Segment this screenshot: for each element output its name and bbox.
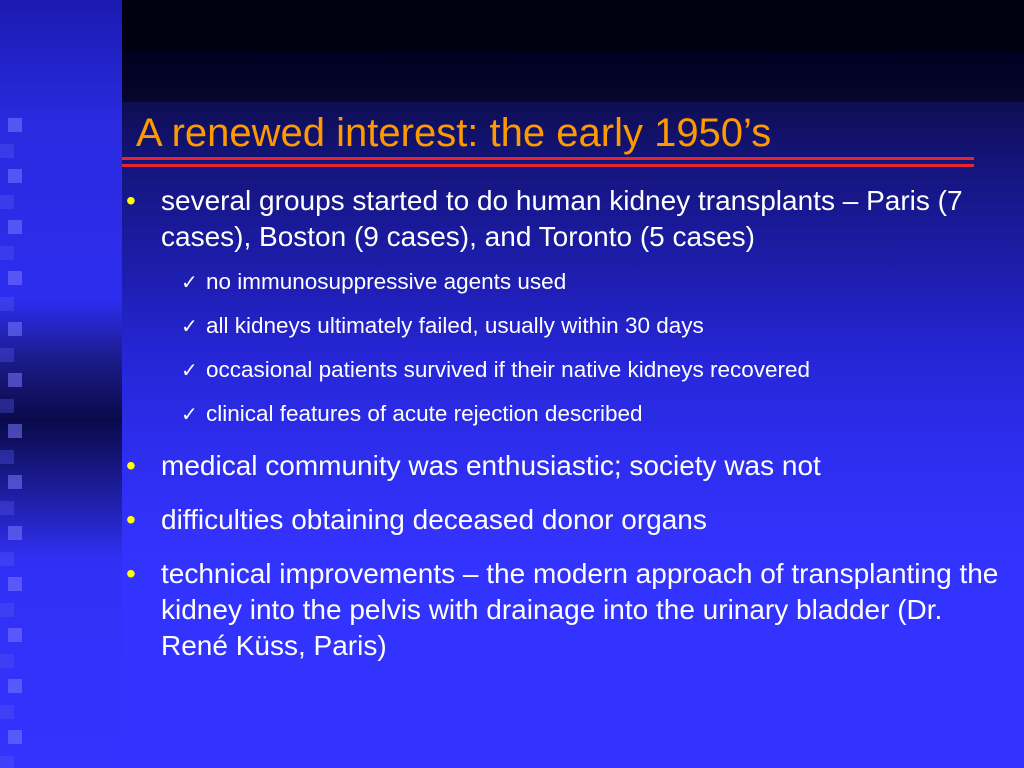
decorative-square xyxy=(8,373,22,387)
bullet-item xyxy=(124,448,1004,484)
bullet-text: difficulties obtaining deceased donor organs xyxy=(161,504,707,535)
decorative-square xyxy=(8,526,22,540)
bullet-item xyxy=(124,556,1004,664)
bullet-text: technical improvements – the modern approach of transplanting the kidney into the pelvis with drainage into the urinary bladder (Dr. René Küss, Paris) xyxy=(161,558,999,661)
title-rule-top xyxy=(122,157,974,160)
top-dark-band xyxy=(122,0,1024,52)
decorative-square xyxy=(8,322,22,336)
bullet-item xyxy=(124,502,1004,538)
decorative-square xyxy=(0,501,14,515)
decorative-square xyxy=(8,169,22,183)
left-square-strip xyxy=(0,0,32,768)
sub-bullet-text: all kidneys ultimately failed, usually within 30 days xyxy=(206,313,704,338)
bullet-list xyxy=(124,183,1004,664)
decorative-square xyxy=(0,756,14,768)
left-decorative-bar xyxy=(0,0,122,768)
bullet-dot: • xyxy=(126,185,136,216)
bullet-item xyxy=(124,183,1004,255)
slide-title: A renewed interest: the early 1950’s xyxy=(136,111,772,155)
bullet-dot: • xyxy=(126,558,136,589)
decorative-square xyxy=(0,195,14,209)
decorative-square xyxy=(0,297,14,311)
title-rule-bottom xyxy=(122,164,974,167)
sub-bullet-item xyxy=(124,267,1004,297)
decorative-square xyxy=(0,552,14,566)
checkmark-icon: ✓ xyxy=(181,358,198,382)
decorative-square xyxy=(8,118,22,132)
sub-bullet-text: occasional patients survived if their native kidneys recovered xyxy=(206,357,811,382)
bullet-text: medical community was enthusiastic; society was not xyxy=(161,450,821,481)
decorative-square xyxy=(0,399,14,413)
decorative-square xyxy=(8,424,22,438)
checkmark-icon: ✓ xyxy=(181,402,198,426)
decorative-square xyxy=(0,654,14,668)
decorative-square xyxy=(0,705,14,719)
bullet-dot: • xyxy=(126,450,136,481)
sub-bullet-item xyxy=(124,399,1004,429)
decorative-square xyxy=(0,450,14,464)
decorative-square xyxy=(8,679,22,693)
decorative-square xyxy=(8,730,22,744)
bullet-text: several groups started to do human kidney transplants – Paris (7 cases), Boston (9 cases), and Toronto (5 cases) xyxy=(161,185,963,252)
sub-bullet-text: no immunosuppressive agents used xyxy=(206,269,567,294)
decorative-square xyxy=(0,246,14,260)
checkmark-icon: ✓ xyxy=(181,314,198,338)
sub-bullet-item xyxy=(124,311,1004,341)
decorative-square xyxy=(8,628,22,642)
decorative-square xyxy=(8,220,22,234)
decorative-square xyxy=(0,144,14,158)
checkmark-icon: ✓ xyxy=(181,270,198,294)
decorative-square xyxy=(0,348,14,362)
decorative-square xyxy=(8,271,22,285)
bullet-dot: • xyxy=(126,504,136,535)
decorative-square xyxy=(8,577,22,591)
top-dark-band-lower xyxy=(122,52,1024,102)
decorative-square xyxy=(8,475,22,489)
sub-bullet-text: clinical features of acute rejection described xyxy=(206,401,643,426)
sub-bullet-item xyxy=(124,355,1004,385)
decorative-square xyxy=(0,603,14,617)
